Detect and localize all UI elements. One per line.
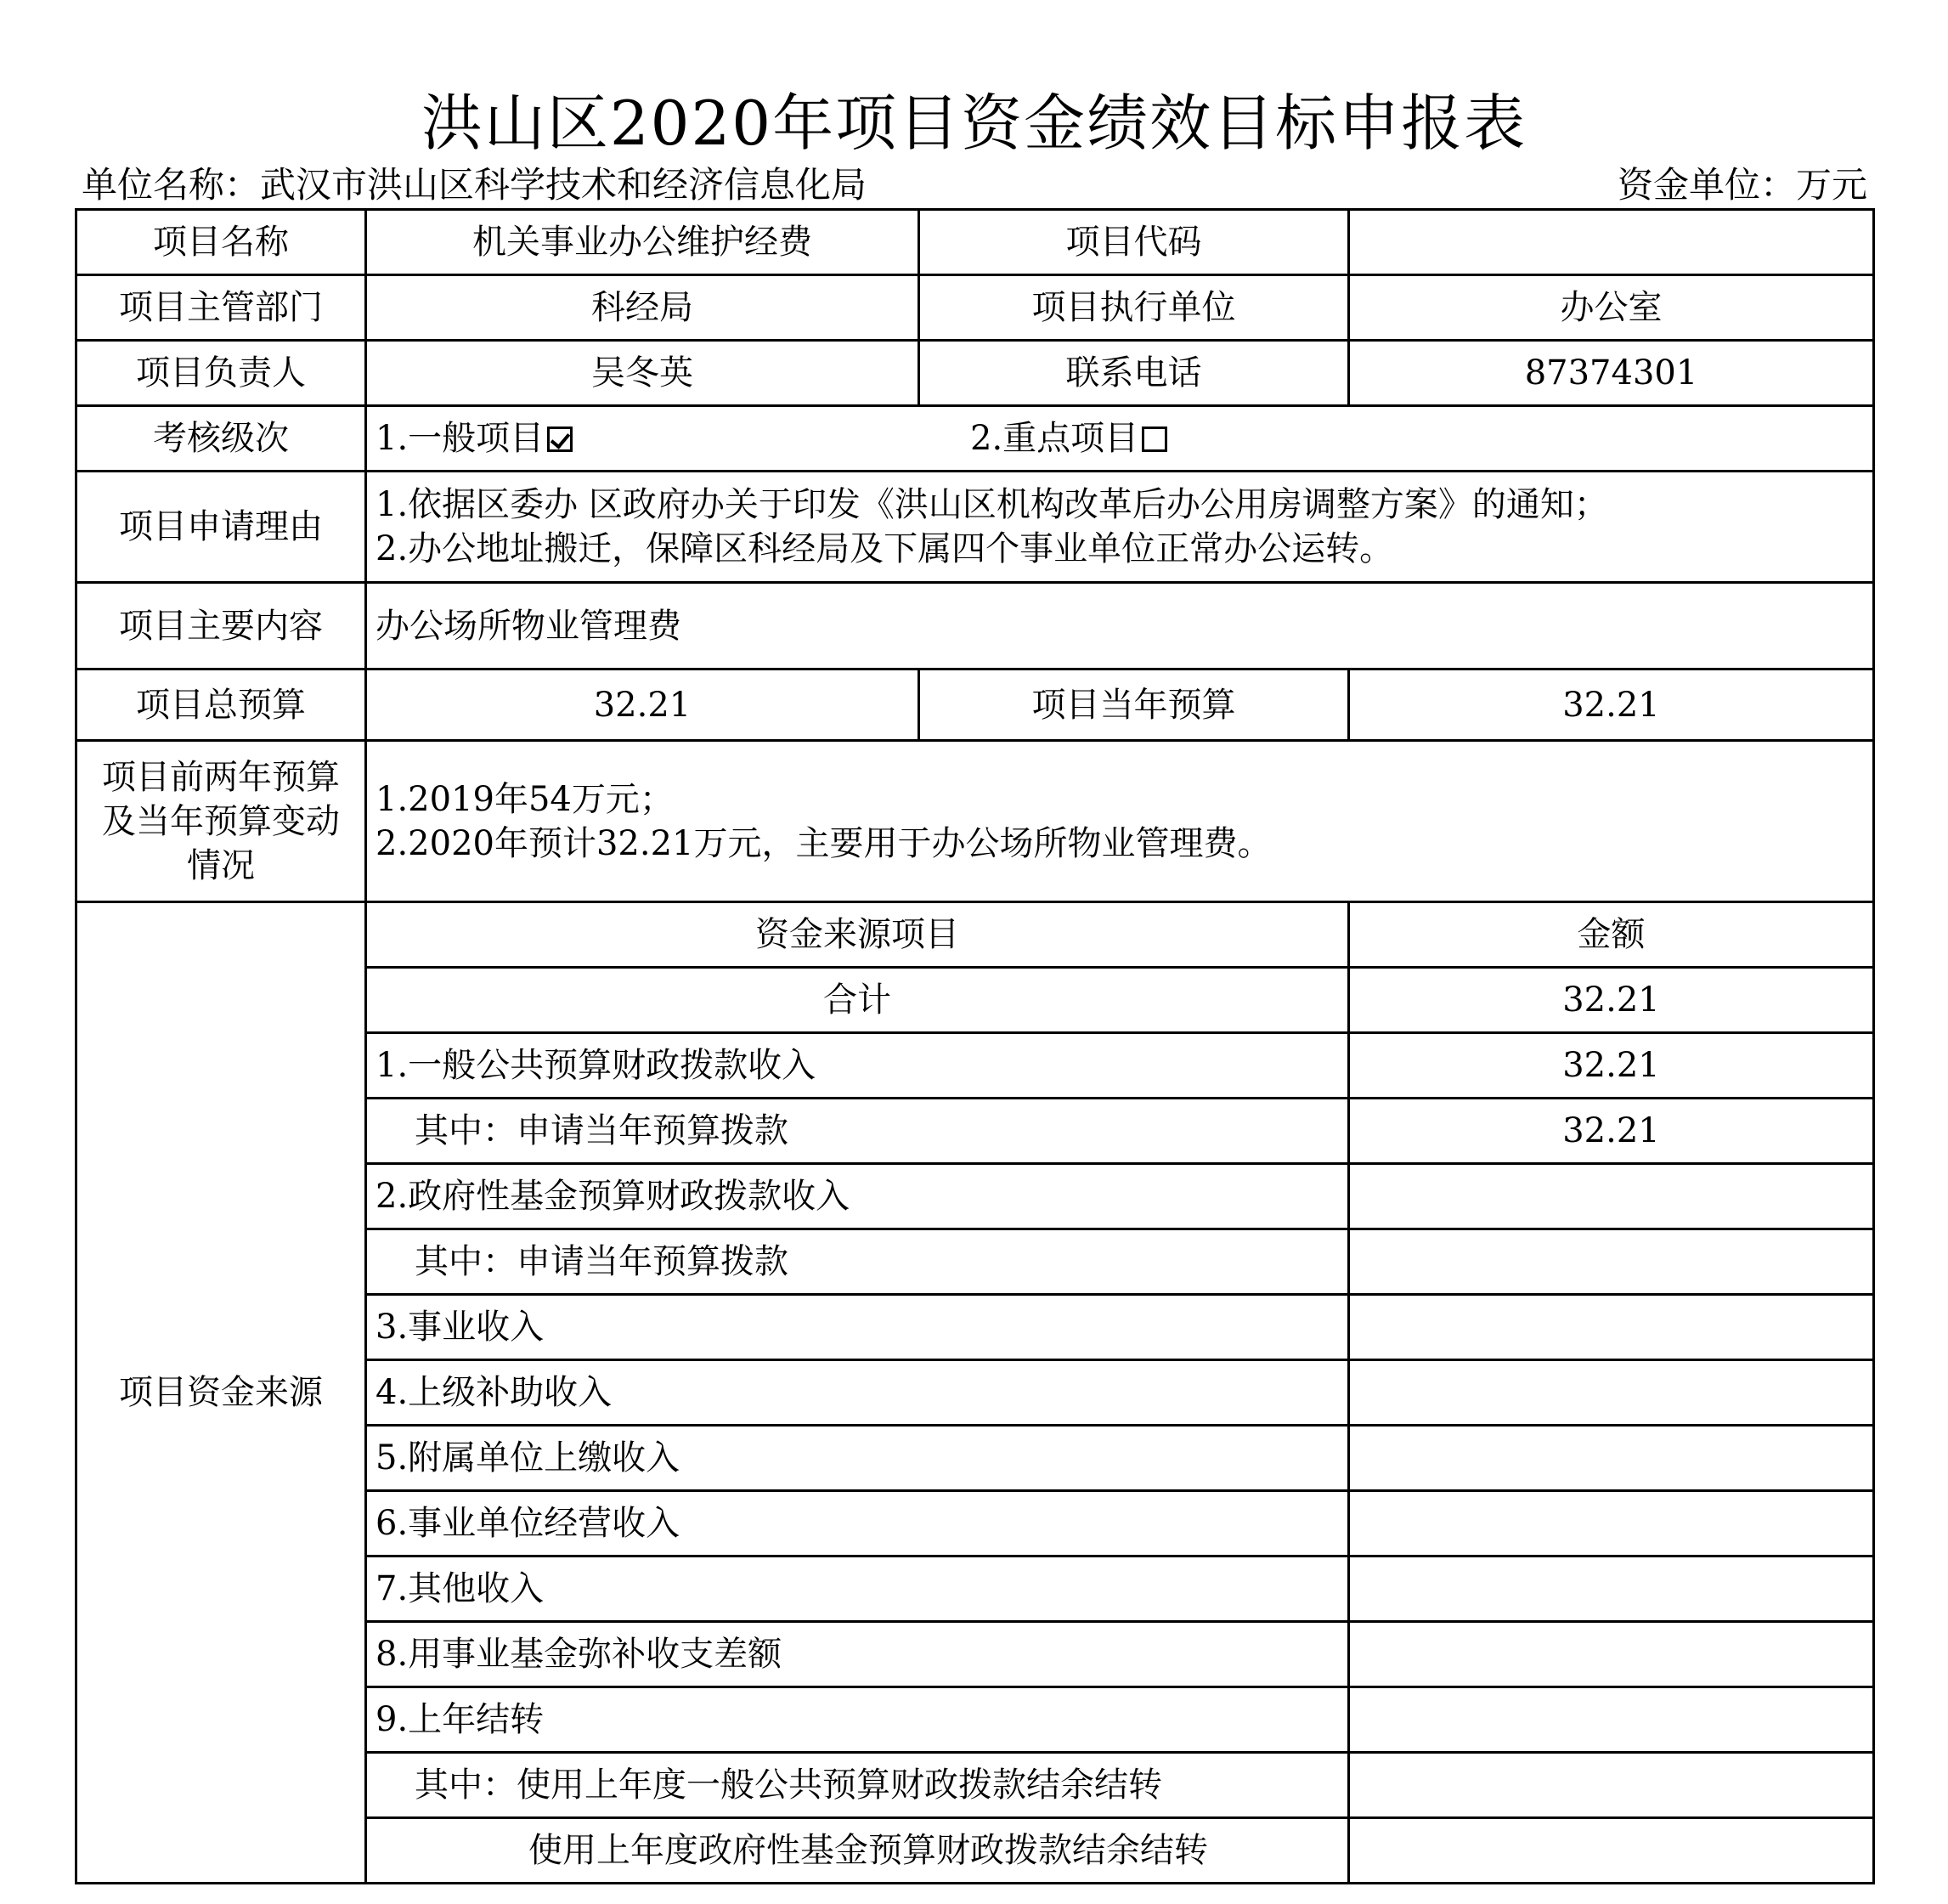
row-dept: [76, 275, 1874, 341]
funding-item: 7.其他收入: [366, 1557, 1349, 1622]
funding-item: 3.事业收入: [366, 1295, 1349, 1360]
funding-item: 1.一般公共预算财政拨款收入: [366, 1033, 1349, 1099]
history-value: [366, 741, 1874, 902]
row-level: [76, 406, 1874, 472]
funding-item: 6.事业单位经营收入: [366, 1491, 1349, 1557]
funding-item: 5.附属单位上缴收入: [366, 1426, 1349, 1491]
exec-unit-label: 项目执行单位: [919, 275, 1349, 341]
dept-value: 科经局: [366, 275, 919, 341]
history-label-line-3: 情况: [187, 845, 255, 885]
level-option-general[interactable]: [375, 416, 970, 460]
funding-item: 9.上年结转: [366, 1687, 1349, 1753]
checkbox-checked-icon[interactable]: [547, 427, 573, 452]
form-title: 洪山区2020年项目资金绩效目标申报表: [421, 88, 1527, 159]
year-budget-label: 项目当年预算: [919, 670, 1349, 741]
reason-label: 项目申请理由: [76, 472, 366, 583]
project-code-value: [1349, 210, 1874, 275]
history-label: [76, 741, 366, 902]
funding-amount: [1349, 1687, 1874, 1753]
funding-amount: [1349, 1229, 1874, 1295]
reason-line-1: 1.依据区委办 区政府办关于印发《洪山区机构改革后办公用房调整方案》的通知；: [375, 485, 1608, 524]
level-options: [366, 406, 1874, 472]
content-label: 项目主要内容: [76, 583, 366, 670]
funding-item: 合计: [366, 968, 1349, 1033]
row-budget: [76, 670, 1874, 741]
row-history: [76, 741, 1874, 902]
level-option-key[interactable]: [970, 416, 1167, 460]
funding-item: 其中：使用上年度一般公共预算财政拨款结余结转: [366, 1753, 1349, 1818]
phone-label: 联系电话: [919, 341, 1349, 406]
history-label-line-2: 及当年预算变动: [102, 801, 340, 841]
funding-amount: [1349, 1557, 1874, 1622]
level-label: 考核级次: [76, 406, 366, 472]
total-budget-label: 项目总预算: [76, 670, 366, 741]
total-budget-value: 32.21: [366, 670, 919, 741]
declaration-table: [75, 208, 1875, 1884]
row-leader: [76, 341, 1874, 406]
row-project-name: [76, 210, 1874, 275]
funding-item: 8.用事业基金弥补收支差额: [366, 1622, 1349, 1687]
funding-item: 使用上年度政府性基金预算财政拨款结余结转: [366, 1818, 1349, 1884]
leader-label: 项目负责人: [76, 341, 366, 406]
funding-amount: [1349, 1360, 1874, 1426]
funding-amount: 32.21: [1349, 1099, 1874, 1164]
history-label-line-1: 项目前两年预算: [102, 757, 340, 797]
dept-label: 项目主管部门: [76, 275, 366, 341]
project-code-label: 项目代码: [919, 210, 1349, 275]
funding-amount: 32.21: [1349, 1033, 1874, 1099]
reason-value: [366, 472, 1874, 583]
fund-unit: 资金单位：万元: [1617, 164, 1867, 206]
level-option-key-label: 2.重点项目: [970, 419, 1139, 458]
content-value: 办公场所物业管理费: [366, 583, 1874, 670]
year-budget-value: 32.21: [1349, 670, 1874, 741]
funding-header-amount: 金额: [1349, 902, 1874, 968]
leader-value: 吴冬英: [366, 341, 919, 406]
funding-amount: 32.21: [1349, 968, 1874, 1033]
row-reason: [76, 472, 1874, 583]
project-name-value: 机关事业办公维护经费: [366, 210, 919, 275]
funding-amount: [1349, 1753, 1874, 1818]
funding-header-item: 资金来源项目: [366, 902, 1349, 968]
funding-item: 4.上级补助收入: [366, 1360, 1349, 1426]
funding-item: 其中：申请当年预算拨款: [366, 1229, 1349, 1295]
exec-unit-value: 办公室: [1349, 275, 1874, 341]
funding-item: 其中：申请当年预算拨款: [366, 1099, 1349, 1164]
funding-amount: [1349, 1164, 1874, 1229]
reason-line-2: 2.办公地址搬迁，保障区科经局及下属四个事业单位正常办公运转。: [375, 529, 1394, 568]
unit-name: 单位名称：武汉市洪山区科学技术和经济信息化局: [82, 164, 867, 206]
history-line-1: 1.2019年54万元；: [375, 779, 674, 819]
funding-amount: [1349, 1426, 1874, 1491]
funding-amount: [1349, 1818, 1874, 1884]
level-option-general-label: 1.一般项目: [375, 419, 545, 458]
history-line-2: 2.2020年预计32.21万元，主要用于办公场所物业管理费。: [375, 823, 1272, 863]
funding-amount: [1349, 1622, 1874, 1687]
row-funding-header: [76, 902, 1874, 968]
funding-section-label: 项目资金来源: [76, 902, 366, 1884]
phone-value: 87374301: [1349, 341, 1874, 406]
checkbox-empty-icon[interactable]: [1142, 427, 1167, 452]
funding-item: 2.政府性基金预算财政拨款收入: [366, 1164, 1349, 1229]
row-content: [76, 583, 1874, 670]
funding-amount: [1349, 1491, 1874, 1557]
funding-amount: [1349, 1295, 1874, 1360]
project-name-label: 项目名称: [76, 210, 366, 275]
